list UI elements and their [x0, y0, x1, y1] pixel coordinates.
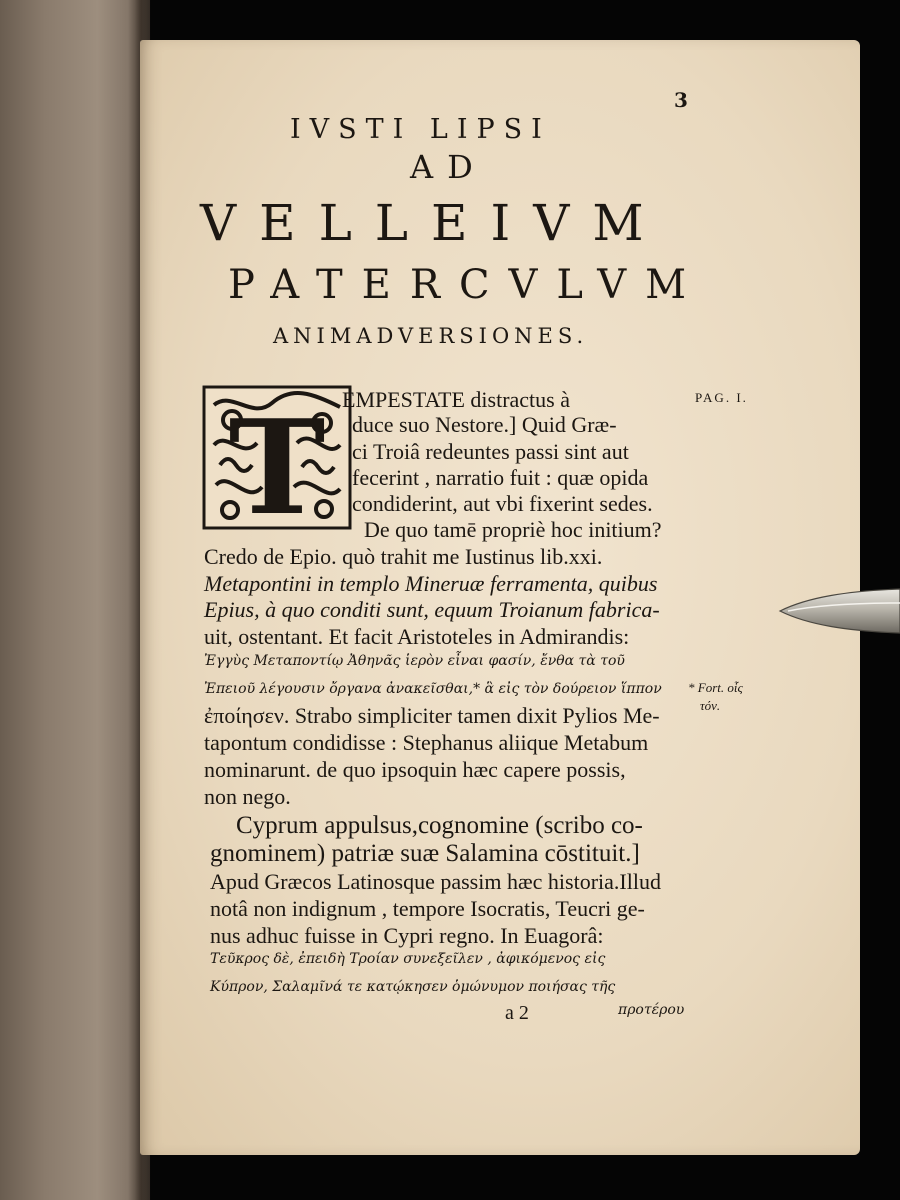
text-line: tapontum condidisse : Stephanus aliique Metabum — [204, 730, 649, 755]
catchword: προτέρου — [618, 1002, 685, 1018]
text-line: nominarunt. de quo ipsoquin hæc capere possis, — [204, 757, 626, 782]
header-author: IVSTI LIPSI — [290, 114, 551, 145]
text-line: notâ non indignum , tempore Isocratis, Teucri ge- — [210, 896, 645, 921]
greek-line: Κύπρον, Σαλαμῖνά τε κατῴκησεν ὁμώνυμον ποιήσας τῆς — [210, 979, 616, 995]
lemma-line: gnominem) patriæ suæ Salamina cōstituit.] — [210, 840, 640, 867]
initial-letter: T — [228, 391, 326, 530]
text-line: uit, ostentant. Et facit Aristoteles in Admirandis: — [204, 624, 630, 649]
header-ad: AD — [410, 148, 487, 186]
header-paterculum: PATERCVLVM — [228, 262, 706, 308]
greek-line: Τεῦκρος δὲ, ἐπειδὴ Τροίαν συνεξεῖλεν , ἀφικόμενος εἰς — [210, 951, 606, 967]
margin-note-fort-cont: τόν. — [700, 698, 721, 713]
text-line: duce suo Nestore.] Quid Græ- — [352, 412, 617, 437]
decorated-initial — [202, 385, 352, 530]
text-line: De quo tamē propriè hoc initium? — [364, 517, 662, 542]
margin-note-fort: * Fort. οἷς — [688, 680, 743, 695]
blade-icon — [778, 585, 900, 637]
greek-line: Ἐπειοῦ λέγουσιν ὄργανα ἀνακεῖσθαι,* ἃ εἰς τὸν δούρειον ἵππον — [204, 681, 662, 697]
text-line: nus adhuc fuisse in Cypri regno. In Euagorâ: — [210, 923, 604, 948]
text-line: EMPESTATE distractus à — [342, 387, 570, 412]
text-line: condiderint, aut vbi fixerint sedes. — [352, 491, 653, 516]
page-number: 3 — [674, 88, 688, 112]
text-line: ἐποίησεν. Strabo simpliciter tamen dixit Pylios Me- — [204, 703, 660, 728]
text-line: fecerint , narratio fuit : quæ opida — [352, 465, 649, 490]
page-marker-blade — [778, 585, 900, 637]
text-line: non nego. — [204, 784, 291, 809]
text-line: Metapontini in templo Mineruæ ferramenta, quibus — [204, 571, 658, 596]
header-animadversiones: ANIMADVERSIONES. — [273, 324, 589, 348]
text-line: Apud Græcos Latinosque passim hæc historia.Illud — [210, 869, 661, 894]
book-page — [140, 40, 860, 1155]
ornamental-initial-icon — [202, 385, 352, 530]
lemma-line: Cyprum appulsus,cognomine (scribo co- — [236, 812, 643, 839]
signature-mark: a 2 — [505, 1002, 529, 1024]
header-velleium: VELLEIVM — [200, 194, 667, 252]
margin-note-pag: PAG. I. — [695, 390, 748, 405]
greek-line: Ἐγγὺς Μεταποντίῳ Ἀθηνᾶς ἱερὸν εἶναι φασίν, ἔνθα τὰ τοῦ — [204, 653, 625, 669]
text-line: Credo de Epio. quò trahit me Iustinus lib.xxi. — [204, 544, 603, 569]
text-line: Epius, à quo conditi sunt, equum Troianum fabrica- — [204, 597, 660, 622]
text-line: ci Troiâ redeuntes passi sint aut — [352, 439, 629, 464]
